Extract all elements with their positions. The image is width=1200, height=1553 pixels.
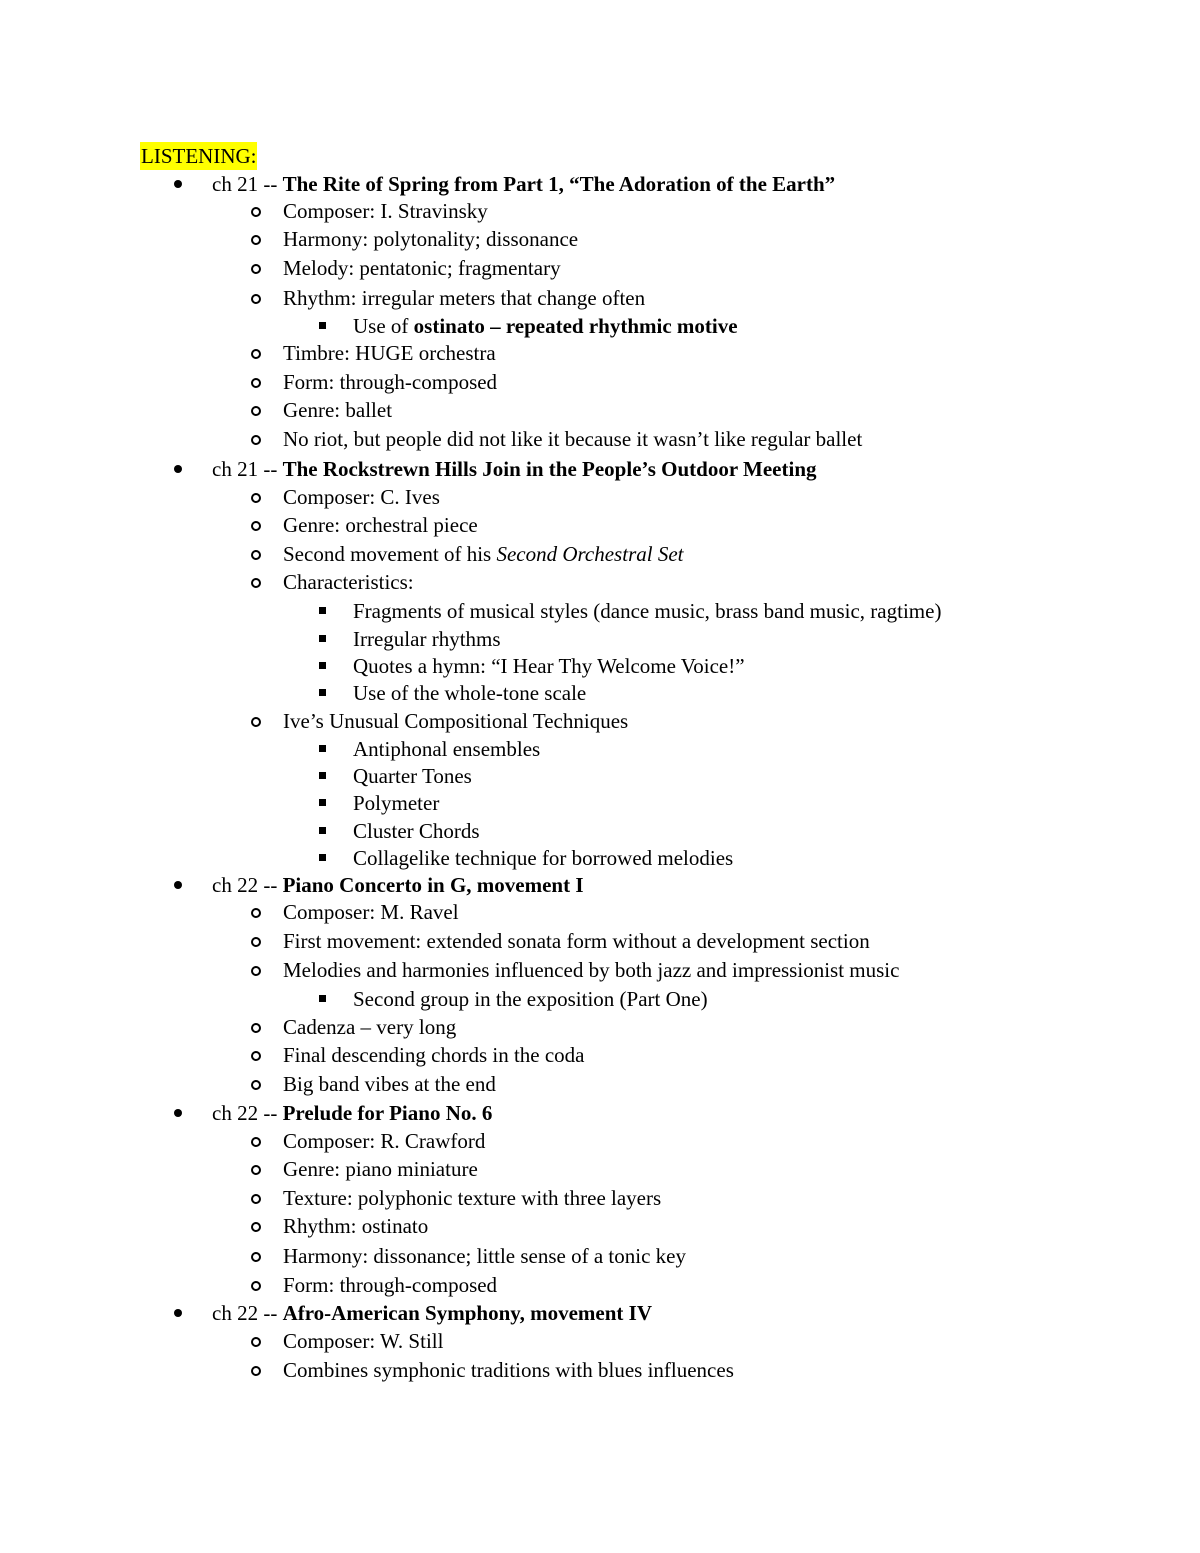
outline-item-text: Genre: ballet bbox=[283, 398, 393, 422]
outline-item-text: Harmony: dissonance; little sense of a tonic key bbox=[283, 1244, 686, 1268]
outline-item-text bbox=[212, 170, 835, 198]
outline-item-text: Timbre: HUGE orchestra bbox=[283, 341, 496, 365]
bullet-square-icon bbox=[319, 799, 326, 806]
bullet-circle-icon bbox=[251, 1366, 261, 1376]
bullet-square-icon bbox=[319, 745, 326, 752]
bullet-circle-icon bbox=[251, 1222, 261, 1232]
bullet-circle-icon bbox=[251, 1137, 261, 1147]
outline-item-text: Composer: R. Crawford bbox=[283, 1129, 486, 1153]
bullet-disc-icon bbox=[174, 465, 182, 473]
bullet-disc-icon bbox=[174, 1109, 182, 1117]
item-italic-title: Second Orchestral Set bbox=[496, 542, 684, 566]
outline-item-text bbox=[353, 312, 738, 340]
bullet-square-icon bbox=[319, 689, 326, 696]
bullet-square-icon bbox=[319, 827, 326, 834]
outline-item-text: Fragments of musical styles (dance music, brass band music, ragtime) bbox=[353, 599, 942, 623]
bullet-square-icon bbox=[319, 662, 326, 669]
outline-item-text: Form: through-composed bbox=[283, 370, 498, 394]
outline-item-text: First movement: extended sonata form without a development section bbox=[283, 929, 870, 953]
outline-item-text: Composer: M. Ravel bbox=[283, 900, 459, 924]
bullet-circle-icon bbox=[251, 1165, 261, 1175]
bullet-circle-icon bbox=[251, 435, 261, 445]
bullet-circle-icon bbox=[251, 1194, 261, 1204]
bullet-circle-icon bbox=[251, 349, 261, 359]
bullet-circle-icon bbox=[251, 937, 261, 947]
outline-item-text: Irregular rhythms bbox=[353, 627, 501, 651]
outline-item-text: Form: through-composed bbox=[283, 1273, 498, 1297]
outline-item-text: Melodies and harmonies influenced by both jazz and impressionist music bbox=[283, 958, 900, 982]
bullet-disc-icon bbox=[174, 1309, 182, 1317]
bullet-circle-icon bbox=[251, 406, 261, 416]
section-heading: LISTENING: bbox=[141, 144, 257, 168]
bullet-square-icon bbox=[319, 995, 326, 1002]
bullet-circle-icon bbox=[251, 908, 261, 918]
bullet-circle-icon bbox=[251, 493, 261, 503]
outline-item-text: Collagelike technique for borrowed melodies bbox=[353, 846, 734, 870]
bullet-circle-icon bbox=[251, 578, 261, 588]
outline-item-text: Texture: polyphonic texture with three layers bbox=[283, 1186, 662, 1210]
outline-item-text: Rhythm: ostinato bbox=[283, 1214, 429, 1238]
bullet-disc-icon bbox=[174, 881, 182, 889]
outline-item-text: Rhythm: irregular meters that change often bbox=[283, 286, 646, 310]
bullet-circle-icon bbox=[251, 550, 261, 560]
outline-item-text: Antiphonal ensembles bbox=[353, 737, 541, 761]
outline-item-text: Ive’s Unusual Compositional Techniques bbox=[283, 709, 629, 733]
outline-item-text: Characteristics: bbox=[283, 570, 414, 594]
outline-item-text: Use of the whole-tone scale bbox=[353, 681, 587, 705]
outline-item-text: Melody: pentatonic; fragmentary bbox=[283, 256, 561, 280]
item-title: ostinato – repeated rhythmic motive bbox=[413, 314, 738, 338]
bullet-circle-icon bbox=[251, 235, 261, 245]
outline-item-text: Genre: orchestral piece bbox=[283, 513, 478, 537]
outline-item-text: Quotes a hymn: “I Hear Thy Welcome Voice!” bbox=[353, 654, 745, 678]
bullet-circle-icon bbox=[251, 294, 261, 304]
outline-item-text: Harmony: polytonality; dissonance bbox=[283, 227, 579, 251]
bullet-square-icon bbox=[319, 607, 326, 614]
outline-item-text: Cadenza – very long bbox=[283, 1015, 457, 1039]
item-title: Piano Concerto in G, movement I bbox=[282, 873, 584, 897]
outline-item-text bbox=[283, 540, 683, 568]
outline-item-text: Combines symphonic traditions with blues influences bbox=[283, 1358, 734, 1382]
outline-item-text: No riot, but people did not like it because it wasn’t like regular ballet bbox=[283, 427, 863, 451]
bullet-circle-icon bbox=[251, 717, 261, 727]
bullet-circle-icon bbox=[251, 207, 261, 217]
bullet-circle-icon bbox=[251, 1023, 261, 1033]
outline-item-text: Genre: piano miniature bbox=[283, 1157, 478, 1181]
outline-item-text bbox=[212, 1099, 492, 1127]
outline-item-text: Composer: C. Ives bbox=[283, 485, 440, 509]
bullet-circle-icon bbox=[251, 1337, 261, 1347]
item-title: Prelude for Piano No. 6 bbox=[282, 1101, 493, 1125]
item-title: The Rockstrewn Hills Join in the People’s Outdoor Meeting bbox=[282, 457, 817, 481]
item-prefix: ch 21 -- bbox=[212, 457, 283, 481]
bullet-circle-icon bbox=[251, 1281, 261, 1291]
bullet-circle-icon bbox=[251, 264, 261, 274]
bullet-square-icon bbox=[319, 854, 326, 861]
item-prefix: ch 22 -- bbox=[212, 1101, 283, 1125]
bullet-disc-icon bbox=[174, 180, 182, 188]
bullet-circle-icon bbox=[251, 378, 261, 388]
bullet-square-icon bbox=[319, 322, 326, 329]
bullet-circle-icon bbox=[251, 966, 261, 976]
outline-item-text: Cluster Chords bbox=[353, 819, 480, 843]
bullet-circle-icon bbox=[251, 1080, 261, 1090]
outline-item-text: Composer: W. Still bbox=[283, 1329, 444, 1353]
outline-item-text: Second group in the exposition (Part One) bbox=[353, 987, 708, 1011]
item-prefix: ch 22 -- bbox=[212, 1301, 283, 1325]
outline-item-text bbox=[212, 1299, 652, 1327]
item-title: Afro-American Symphony, movement IV bbox=[282, 1301, 652, 1325]
bullet-circle-icon bbox=[251, 1252, 261, 1262]
outline-item-text: Polymeter bbox=[353, 791, 440, 815]
item-prefix: Use of bbox=[353, 314, 414, 338]
bullet-circle-icon bbox=[251, 1051, 261, 1061]
outline-item-text: Composer: I. Stravinsky bbox=[283, 199, 488, 223]
item-prefix: ch 21 -- bbox=[212, 172, 283, 196]
outline-item-text: Quarter Tones bbox=[353, 764, 472, 788]
item-prefix: Second movement of his bbox=[283, 542, 497, 566]
outline-item-text bbox=[212, 871, 584, 899]
bullet-square-icon bbox=[319, 772, 326, 779]
bullet-circle-icon bbox=[251, 521, 261, 531]
outline-item-text bbox=[212, 455, 817, 483]
item-title: The Rite of Spring from Part 1, “The Adoration of the Earth” bbox=[282, 172, 836, 196]
bullet-square-icon bbox=[319, 635, 326, 642]
outline-item-text: Big band vibes at the end bbox=[283, 1072, 496, 1096]
outline-item-text: Final descending chords in the coda bbox=[283, 1043, 585, 1067]
item-prefix: ch 22 -- bbox=[212, 873, 283, 897]
